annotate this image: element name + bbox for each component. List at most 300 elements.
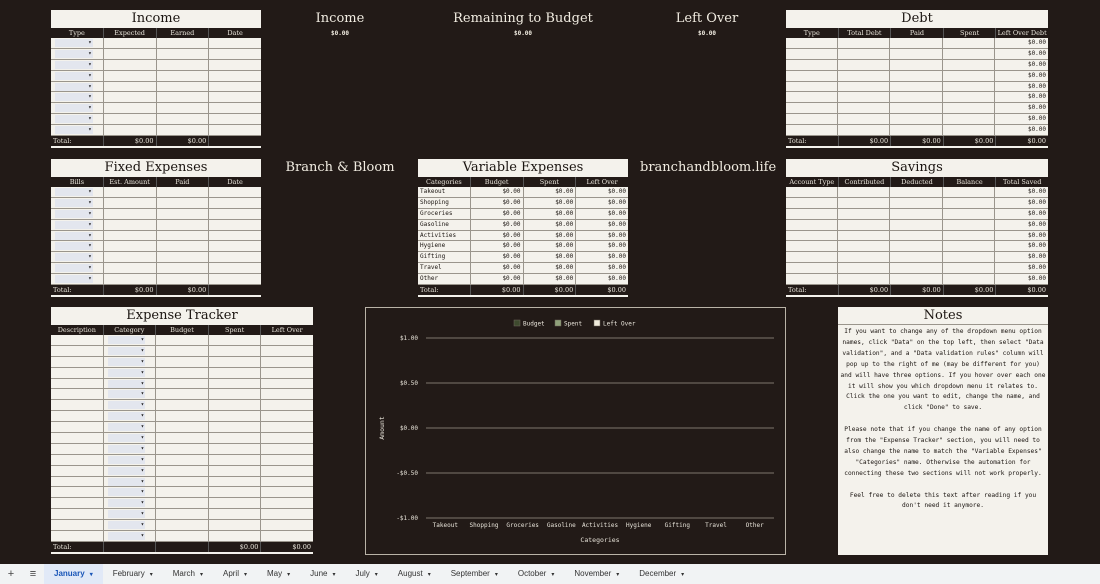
dropdown-chip[interactable] — [55, 210, 93, 218]
amount-cell[interactable]: $0.00 — [575, 231, 628, 241]
table-cell[interactable] — [103, 231, 156, 241]
table-cell[interactable] — [889, 209, 941, 219]
table-cell[interactable] — [889, 60, 941, 70]
table-cell[interactable] — [942, 103, 994, 113]
amount-cell[interactable]: $0.00 — [575, 220, 628, 230]
table-cell[interactable] — [786, 49, 837, 59]
dropdown-chip[interactable] — [55, 199, 93, 207]
table-cell[interactable] — [208, 187, 261, 197]
amount-cell[interactable]: $0.00 — [575, 198, 628, 208]
table-cell[interactable] — [208, 400, 261, 410]
table-cell[interactable] — [156, 274, 209, 284]
table-cell[interactable] — [942, 209, 994, 219]
chevron-down-icon[interactable]: ▾ — [494, 572, 498, 578]
table-cell[interactable] — [155, 520, 208, 530]
table-cell[interactable] — [103, 531, 156, 541]
table-cell[interactable] — [786, 92, 837, 102]
table-cell[interactable] — [155, 531, 208, 541]
table-cell[interactable] — [260, 487, 313, 497]
table-cell[interactable] — [208, 357, 261, 367]
table-cell[interactable] — [51, 125, 103, 135]
table-cell[interactable] — [889, 103, 941, 113]
dropdown-chip[interactable] — [55, 61, 93, 69]
table-cell[interactable] — [889, 187, 941, 197]
table-cell[interactable] — [942, 125, 994, 135]
dropdown-chip[interactable] — [55, 115, 93, 123]
sheet-tab-july[interactable] — [346, 564, 388, 584]
table-cell[interactable] — [155, 498, 208, 508]
table-cell[interactable] — [786, 220, 837, 230]
chevron-down-icon[interactable]: ▾ — [551, 572, 555, 578]
sheet-tab-february[interactable] — [103, 564, 163, 584]
table-cell[interactable] — [837, 209, 889, 219]
table-cell[interactable] — [208, 60, 261, 70]
table-cell[interactable] — [155, 509, 208, 519]
table-cell[interactable] — [103, 263, 156, 273]
table-cell[interactable] — [208, 477, 261, 487]
table-cell[interactable] — [155, 357, 208, 367]
dropdown-chip[interactable] — [55, 50, 93, 58]
dropdown-chip[interactable] — [108, 510, 146, 518]
table-cell[interactable] — [51, 477, 103, 487]
amount-cell[interactable]: $0.00 — [470, 198, 523, 208]
table-cell[interactable] — [156, 209, 209, 219]
table-cell[interactable] — [260, 346, 313, 356]
table-cell[interactable] — [889, 38, 941, 48]
chevron-down-icon[interactable]: ▾ — [332, 572, 336, 578]
dropdown-chip[interactable] — [55, 39, 93, 47]
table-cell[interactable] — [51, 498, 103, 508]
table-cell[interactable]: $0.00 — [994, 38, 1048, 48]
table-cell[interactable] — [786, 60, 837, 70]
table-cell[interactable] — [51, 241, 103, 251]
table-cell[interactable] — [51, 71, 103, 81]
amount-cell[interactable]: $0.00 — [575, 209, 628, 219]
table-cell[interactable] — [260, 477, 313, 487]
table-cell[interactable] — [942, 252, 994, 262]
category-cell[interactable]: Activities — [420, 231, 457, 239]
table-cell[interactable] — [260, 411, 313, 421]
amount-cell[interactable]: $0.00 — [575, 241, 628, 251]
table-cell[interactable]: $0.00 — [994, 241, 1048, 251]
dropdown-chip[interactable] — [55, 83, 93, 91]
table-cell[interactable] — [786, 103, 837, 113]
table-cell[interactable] — [942, 220, 994, 230]
table-cell[interactable] — [208, 487, 261, 497]
category-cell[interactable]: Other — [420, 275, 439, 283]
table-cell[interactable] — [942, 82, 994, 92]
table-cell[interactable] — [103, 400, 156, 410]
amount-cell[interactable]: $0.00 — [470, 263, 523, 273]
table-cell[interactable] — [208, 241, 261, 251]
dropdown-chip[interactable] — [108, 358, 146, 366]
table-cell[interactable] — [260, 498, 313, 508]
table-cell[interactable] — [51, 114, 103, 124]
table-cell[interactable] — [156, 38, 209, 48]
table-cell[interactable] — [260, 368, 313, 378]
table-cell[interactable] — [786, 263, 837, 273]
table-cell[interactable]: $0.00 — [994, 231, 1048, 241]
dropdown-chip[interactable] — [108, 467, 146, 475]
table-cell[interactable] — [786, 82, 837, 92]
table-cell[interactable] — [51, 411, 103, 421]
table-cell[interactable] — [103, 477, 156, 487]
chevron-down-icon[interactable]: ▾ — [199, 572, 203, 578]
table-cell[interactable] — [155, 389, 208, 399]
table-cell[interactable] — [51, 220, 103, 230]
table-cell[interactable] — [837, 187, 889, 197]
table-cell[interactable] — [51, 520, 103, 530]
table-cell[interactable] — [837, 125, 889, 135]
table-cell[interactable] — [786, 114, 837, 124]
table-cell[interactable] — [889, 125, 941, 135]
table-cell[interactable] — [103, 411, 156, 421]
table-cell[interactable] — [208, 114, 261, 124]
table-cell[interactable] — [889, 263, 941, 273]
table-cell[interactable] — [103, 198, 156, 208]
table-cell[interactable] — [837, 274, 889, 284]
table-cell[interactable] — [51, 346, 103, 356]
amount-cell[interactable]: $0.00 — [523, 187, 576, 197]
table-cell[interactable] — [156, 241, 209, 251]
brand-site[interactable]: branchandbloom.life — [640, 160, 777, 175]
table-cell[interactable] — [156, 263, 209, 273]
category-cell[interactable]: Shopping — [420, 198, 449, 206]
table-cell[interactable] — [837, 60, 889, 70]
amount-cell[interactable]: $0.00 — [575, 187, 628, 197]
table-cell[interactable] — [942, 187, 994, 197]
table-cell[interactable] — [51, 60, 103, 70]
table-cell[interactable] — [156, 71, 209, 81]
table-cell[interactable] — [260, 379, 313, 389]
table-cell[interactable] — [208, 49, 261, 59]
table-cell[interactable] — [260, 433, 313, 443]
table-cell[interactable] — [208, 209, 261, 219]
dropdown-chip[interactable] — [55, 232, 93, 240]
amount-cell[interactable]: $0.00 — [470, 220, 523, 230]
table-cell[interactable] — [786, 231, 837, 241]
table-cell[interactable] — [208, 38, 261, 48]
table-cell[interactable] — [103, 103, 156, 113]
dropdown-chip[interactable] — [55, 188, 93, 196]
table-cell[interactable] — [837, 71, 889, 81]
category-cell[interactable]: Travel — [420, 264, 442, 272]
sheet-tab-march[interactable] — [163, 564, 213, 584]
table-cell[interactable] — [260, 357, 313, 367]
table-cell[interactable]: $0.00 — [994, 49, 1048, 59]
category-cell[interactable]: Gasoline — [420, 220, 449, 228]
table-cell[interactable] — [51, 82, 103, 92]
table-cell[interactable] — [51, 38, 103, 48]
table-cell[interactable] — [889, 82, 941, 92]
amount-cell[interactable]: $0.00 — [523, 220, 576, 230]
table-cell[interactable] — [786, 198, 837, 208]
chevron-down-icon[interactable]: ▾ — [681, 572, 685, 578]
table-cell[interactable] — [208, 125, 261, 135]
table-cell[interactable] — [208, 520, 261, 530]
amount-cell[interactable]: $0.00 — [523, 274, 576, 284]
table-cell[interactable] — [208, 531, 261, 541]
table-cell[interactable] — [103, 187, 156, 197]
table-cell[interactable]: $0.00 — [994, 209, 1048, 219]
amount-cell[interactable]: $0.00 — [523, 252, 576, 262]
table-cell[interactable] — [103, 241, 156, 251]
table-cell[interactable] — [51, 49, 103, 59]
table-cell[interactable] — [260, 520, 313, 530]
table-cell[interactable] — [51, 389, 103, 399]
dropdown-chip[interactable] — [55, 93, 93, 101]
dropdown-chip[interactable] — [108, 347, 146, 355]
table-cell[interactable] — [51, 531, 103, 541]
table-cell[interactable] — [208, 92, 261, 102]
dropdown-chip[interactable] — [108, 499, 146, 507]
table-cell[interactable] — [156, 60, 209, 70]
table-cell[interactable] — [208, 498, 261, 508]
table-cell[interactable] — [51, 422, 103, 432]
sheet-tab-april[interactable] — [213, 564, 257, 584]
table-cell[interactable] — [208, 509, 261, 519]
dropdown-chip[interactable] — [108, 478, 146, 486]
table-cell[interactable] — [208, 411, 261, 421]
table-cell[interactable] — [156, 82, 209, 92]
table-cell[interactable] — [155, 444, 208, 454]
dropdown-chip[interactable] — [108, 532, 146, 540]
table-cell[interactable] — [837, 231, 889, 241]
table-cell[interactable] — [103, 125, 156, 135]
table-cell[interactable]: $0.00 — [994, 103, 1048, 113]
table-cell[interactable] — [837, 82, 889, 92]
table-cell[interactable] — [51, 509, 103, 519]
table-cell[interactable] — [51, 455, 103, 465]
table-cell[interactable] — [155, 411, 208, 421]
table-cell[interactable] — [156, 114, 209, 124]
table-cell[interactable] — [837, 263, 889, 273]
table-cell[interactable] — [942, 38, 994, 48]
table-cell[interactable] — [260, 466, 313, 476]
table-cell[interactable] — [889, 220, 941, 230]
table-cell[interactable] — [155, 346, 208, 356]
table-cell[interactable] — [155, 466, 208, 476]
table-cell[interactable] — [786, 187, 837, 197]
sheet-tab-november[interactable] — [564, 564, 629, 584]
table-cell[interactable] — [786, 38, 837, 48]
table-cell[interactable] — [51, 466, 103, 476]
table-cell[interactable]: $0.00 — [994, 71, 1048, 81]
table-cell[interactable] — [786, 125, 837, 135]
table-cell[interactable] — [786, 209, 837, 219]
table-cell[interactable] — [889, 114, 941, 124]
table-cell[interactable] — [156, 231, 209, 241]
table-cell[interactable] — [103, 60, 156, 70]
table-cell[interactable] — [103, 209, 156, 219]
table-cell[interactable] — [51, 263, 103, 273]
table-cell[interactable] — [837, 38, 889, 48]
table-cell[interactable] — [942, 241, 994, 251]
table-cell[interactable] — [260, 509, 313, 519]
table-cell[interactable] — [889, 274, 941, 284]
table-cell[interactable] — [103, 509, 156, 519]
table-cell[interactable]: $0.00 — [994, 92, 1048, 102]
dropdown-chip[interactable] — [55, 242, 93, 250]
amount-cell[interactable]: $0.00 — [575, 263, 628, 273]
table-cell[interactable] — [51, 400, 103, 410]
table-cell[interactable] — [103, 220, 156, 230]
expense-chart[interactable] — [365, 307, 786, 555]
amount-cell[interactable]: $0.00 — [470, 274, 523, 284]
dropdown-chip[interactable] — [108, 521, 146, 529]
table-cell[interactable] — [208, 231, 261, 241]
table-cell[interactable] — [208, 82, 261, 92]
table-cell[interactable] — [837, 198, 889, 208]
sheet-tab-october[interactable] — [508, 564, 564, 584]
table-cell[interactable] — [51, 433, 103, 443]
dropdown-chip[interactable] — [108, 390, 146, 398]
table-cell[interactable] — [156, 187, 209, 197]
table-cell[interactable] — [103, 466, 156, 476]
table-cell[interactable]: $0.00 — [994, 220, 1048, 230]
table-cell[interactable] — [155, 368, 208, 378]
table-cell[interactable] — [103, 455, 156, 465]
table-cell[interactable] — [260, 531, 313, 541]
table-cell[interactable] — [260, 422, 313, 432]
amount-cell[interactable]: $0.00 — [470, 231, 523, 241]
sheet-tab-may[interactable] — [257, 564, 300, 584]
table-cell[interactable] — [889, 231, 941, 241]
category-cell[interactable]: Hygiene — [420, 242, 446, 250]
table-cell[interactable] — [837, 103, 889, 113]
table-cell[interactable] — [51, 487, 103, 497]
dropdown-chip[interactable] — [108, 423, 146, 431]
table-cell[interactable] — [889, 92, 941, 102]
chevron-down-icon[interactable]: ▾ — [244, 572, 248, 578]
table-cell[interactable] — [786, 71, 837, 81]
table-cell[interactable] — [155, 455, 208, 465]
table-cell[interactable] — [51, 103, 103, 113]
table-cell[interactable] — [208, 103, 261, 113]
amount-cell[interactable]: $0.00 — [470, 209, 523, 219]
dropdown-chip[interactable] — [108, 434, 146, 442]
table-cell[interactable]: $0.00 — [994, 60, 1048, 70]
dropdown-chip[interactable] — [108, 369, 146, 377]
chevron-down-icon[interactable]: ▾ — [427, 572, 431, 578]
table-cell[interactable]: $0.00 — [994, 274, 1048, 284]
table-cell[interactable] — [103, 444, 156, 454]
table-cell[interactable] — [156, 220, 209, 230]
table-cell[interactable]: $0.00 — [994, 125, 1048, 135]
table-cell[interactable] — [155, 335, 208, 345]
table-cell[interactable] — [942, 92, 994, 102]
amount-cell[interactable]: $0.00 — [470, 252, 523, 262]
category-cell[interactable]: Groceries — [420, 209, 453, 217]
table-cell[interactable] — [942, 198, 994, 208]
chevron-down-icon[interactable]: ▾ — [374, 572, 378, 578]
table-cell[interactable] — [103, 82, 156, 92]
table-cell[interactable] — [103, 49, 156, 59]
table-cell[interactable] — [942, 49, 994, 59]
dropdown-chip[interactable] — [108, 401, 146, 409]
table-cell[interactable] — [942, 263, 994, 273]
sheet-tab-january[interactable] — [44, 564, 103, 584]
table-cell[interactable]: $0.00 — [994, 114, 1048, 124]
table-cell[interactable] — [942, 274, 994, 284]
table-cell[interactable] — [51, 357, 103, 367]
dropdown-chip[interactable] — [55, 104, 93, 112]
table-cell[interactable] — [156, 252, 209, 262]
sheet-tab-june[interactable] — [300, 564, 345, 584]
table-cell[interactable]: $0.00 — [994, 252, 1048, 262]
table-cell[interactable] — [208, 220, 261, 230]
table-cell[interactable] — [155, 400, 208, 410]
table-cell[interactable] — [103, 368, 156, 378]
table-cell[interactable] — [156, 103, 209, 113]
table-cell[interactable] — [103, 346, 156, 356]
table-cell[interactable] — [51, 379, 103, 389]
table-cell[interactable] — [837, 252, 889, 262]
table-cell[interactable] — [889, 49, 941, 59]
table-cell[interactable] — [208, 379, 261, 389]
table-cell[interactable] — [103, 433, 156, 443]
table-cell[interactable] — [837, 92, 889, 102]
category-cell[interactable]: Gifting — [420, 253, 446, 261]
table-cell[interactable] — [942, 60, 994, 70]
table-cell[interactable] — [51, 444, 103, 454]
table-cell[interactable] — [837, 49, 889, 59]
amount-cell[interactable]: $0.00 — [523, 198, 576, 208]
table-cell[interactable] — [156, 49, 209, 59]
table-cell[interactable] — [260, 335, 313, 345]
table-cell[interactable] — [155, 379, 208, 389]
table-cell[interactable] — [889, 71, 941, 81]
table-cell[interactable] — [208, 389, 261, 399]
chevron-down-icon[interactable]: ▾ — [287, 572, 291, 578]
dropdown-chip[interactable] — [55, 221, 93, 229]
category-cell[interactable]: Takeout — [420, 188, 446, 195]
table-cell[interactable] — [103, 92, 156, 102]
table-cell[interactable] — [208, 335, 261, 345]
table-cell[interactable] — [208, 466, 261, 476]
table-cell[interactable] — [155, 487, 208, 497]
sheet-tab-august[interactable] — [388, 564, 441, 584]
table-cell[interactable] — [786, 241, 837, 251]
table-cell[interactable] — [103, 389, 156, 399]
table-cell[interactable] — [51, 198, 103, 208]
table-cell[interactable] — [103, 520, 156, 530]
dropdown-chip[interactable] — [55, 253, 93, 261]
table-cell[interactable] — [156, 125, 209, 135]
dropdown-chip[interactable] — [108, 412, 146, 420]
table-cell[interactable] — [103, 252, 156, 262]
table-cell[interactable]: $0.00 — [994, 82, 1048, 92]
table-cell[interactable] — [51, 368, 103, 378]
table-cell[interactable] — [208, 346, 261, 356]
table-cell[interactable] — [208, 71, 261, 81]
sheet-tab-september[interactable] — [441, 564, 508, 584]
table-cell[interactable] — [51, 335, 103, 345]
table-cell[interactable] — [51, 209, 103, 219]
table-cell[interactable] — [208, 274, 261, 284]
table-cell[interactable] — [155, 422, 208, 432]
table-cell[interactable] — [208, 368, 261, 378]
table-cell[interactable] — [837, 220, 889, 230]
sheet-tab-december[interactable] — [629, 564, 694, 584]
dropdown-chip[interactable] — [55, 264, 93, 272]
dropdown-chip[interactable] — [108, 456, 146, 464]
table-cell[interactable] — [942, 114, 994, 124]
table-cell[interactable] — [208, 263, 261, 273]
table-cell[interactable] — [837, 114, 889, 124]
chevron-down-icon[interactable]: ▾ — [616, 572, 620, 578]
amount-cell[interactable]: $0.00 — [470, 241, 523, 251]
